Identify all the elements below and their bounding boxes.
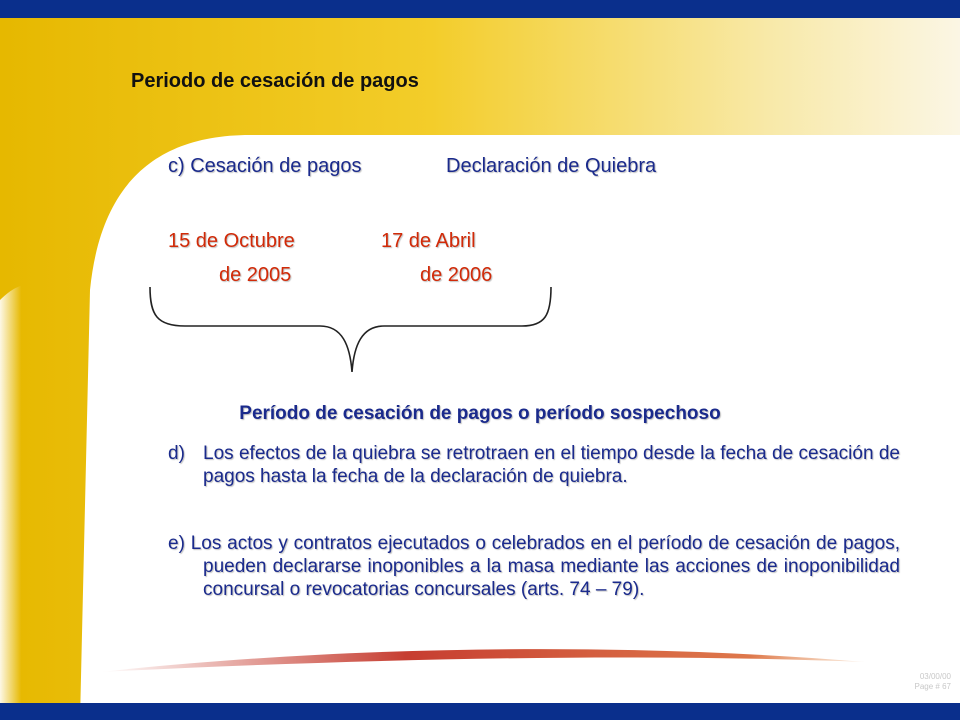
start-date-year: de 2005 [219, 264, 292, 286]
end-date-day: 17 de Abril [381, 230, 476, 252]
item-e-text: e) Los actos y contratos ejecutados o celebrados en el período de cesación de pagos, pueden declararse inoponibles a la masa mediante las acciones de inoponibilidad concursal o revocatorias concursales (arts. 74 – 79). [168, 533, 900, 600]
period-subtitle: Período de cesación de pagos o período sospechoso [239, 403, 721, 424]
header-declaracion-label: Declaración de Quiebra [446, 155, 657, 177]
footer-page-number: Page # 67 [914, 682, 951, 691]
bottom-swoosh [100, 649, 865, 672]
footer-date: 03/00/00 [919, 672, 951, 681]
bottom-band [0, 703, 960, 720]
header-cesacion-label: c) Cesación de pagos [168, 155, 362, 177]
item-d [168, 442, 900, 488]
item-d-label: d) [168, 443, 185, 464]
curly-brace [150, 287, 551, 372]
gold-left-fade [0, 284, 85, 720]
start-date-day: 15 de Octubre [168, 230, 295, 252]
gold-header [0, 18, 960, 720]
item-d-text: Los efectos de la quiebra se retrotraen en el tiempo desde la fecha de cesación de pagos hasta la fecha de la declaración de quiebra. [203, 443, 900, 487]
slide-footer [915, 672, 951, 692]
end-date-year: de 2006 [420, 264, 493, 286]
top-band [0, 0, 960, 18]
slide-title: Periodo de cesación de pagos [131, 70, 419, 92]
